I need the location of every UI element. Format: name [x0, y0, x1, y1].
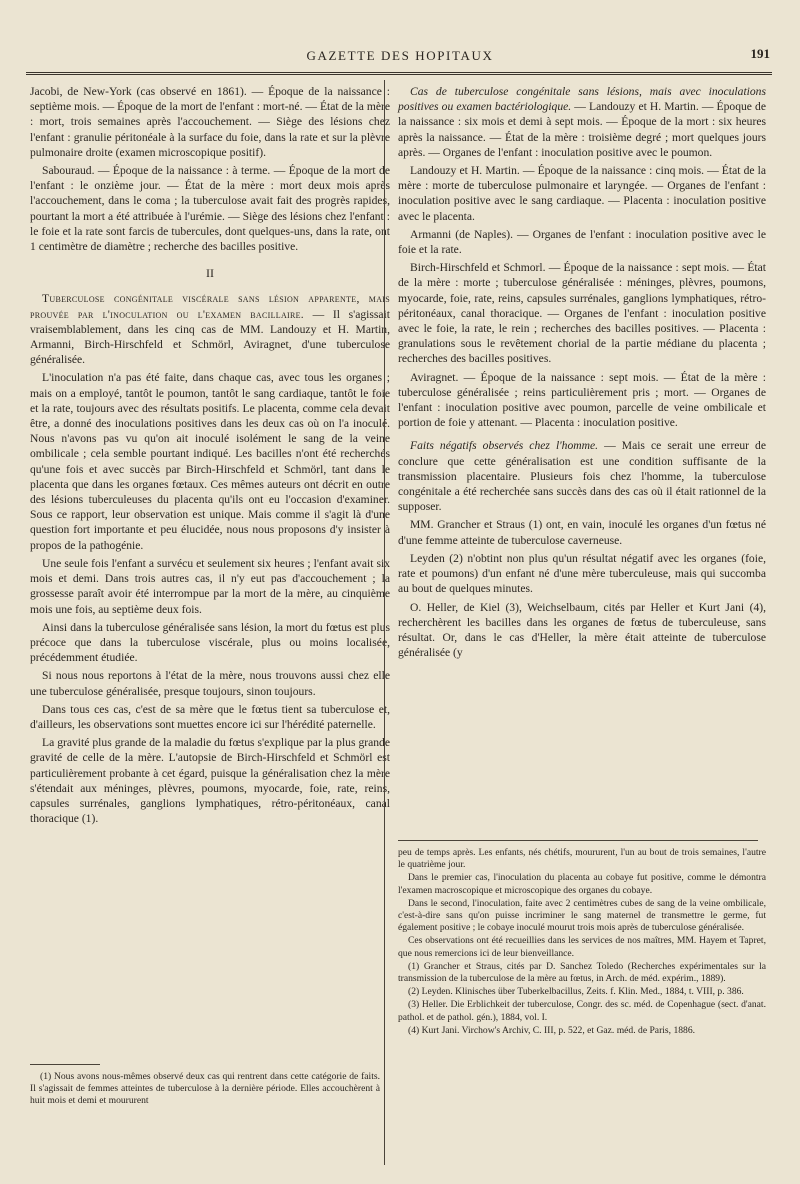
paragraph: Si nous nous reportons à l'état de la mère, nous trouvons aussi chez elle une tuberculose généralisée, presque toujours, sinon toujours. — [30, 669, 390, 698]
footnote: Dans le premier cas, l'inoculation du placenta au cobaye fut positive, comme le démontra l'examen macroscopique et microscopique des organes du cobaye. — [398, 872, 766, 896]
paragraph-text: — Landouzy et H. Martin. — Époque de la naissance : six mois et demi à sept mois. — Époque de la mort : six heures après la naissance. — État de la mère : troisième degré ; mort quelques jours après. — Organes de l'enfant : inoculation positive avec le poumon. — [398, 100, 766, 159]
paragraph: Birch-Hirschfeld et Schmorl. — Époque de la naissance : sept mois. — État de la mère : morte ; tuberculose généralisée : méninges, plèvres, poumons, myocarde, foie, rate, reins, capsules surrénales, ganglions lymphatiques, rétro-péritonéaux, canal thoracique. — Organes de l'enfant : inoculation positive avec le foie, la rate, le rein ; recherches des bacilles positives. — Placenta : granulations sous le revêtement chorial de la partie médiane du placenta ; recherches des bacilles positives. — [398, 261, 766, 366]
column-divider — [384, 80, 385, 1165]
paragraph-text: — Il s'agissait vraisemblablement, dans les cinq cas de MM. Landouzy et H. Martin, Armanni, Birch-Hirschfeld et Schmörl, Aviragnet, d'une tuberculose généralisée. — [30, 307, 390, 367]
section-number: II — [206, 266, 214, 281]
paragraph: Armanni (de Naples). — Organes de l'enfant : inoculation positive avec le foie et la rate. — [398, 227, 766, 257]
left-column — [30, 84, 390, 829]
footnote: Dans le second, l'inoculation, faite avec 2 centimètres cubes de sang de la veine ombilicale, c'est-à-dire sans qu'on puisse incriminer le sang maternel de transmettre le germe, fut également positive ; le cobaye inoculé mourut trois mois après de tuberculose généralisée. — [398, 897, 766, 934]
section-heading: Tuberculose congénitale viscérale sans lésion apparente, mais prouvée par l'inoculation ou l'examen bacillaire. — [30, 292, 390, 321]
paragraph: La gravité plus grande de la maladie du fœtus s'explique par la plus grande gravité de celle de la mère. L'autopsie de Birch-Hirschfeld et Schmörl est particulièrement probante à cet égard, puisque la généralisation chez la mère s'étendait aux méninges, plèvres, poumons, myocarde, foie, rate, reins, capsules surrénales, ganglions lymphatiques, rétro-péritonéaux, canal thoracique (1). — [30, 736, 390, 826]
left-footnotes — [30, 1054, 380, 1109]
subsection-heading: Faits négatifs observés chez l'homme. — [410, 439, 599, 453]
paragraph — [398, 438, 766, 514]
page-number: 191 — [750, 46, 770, 61]
footnote: Ces observations ont été recueillies dans les services de nos maîtres, MM. Hayem et Tapret, que nous remercions ici de leur bienveillance. — [398, 935, 766, 959]
footnote-rule — [30, 1064, 100, 1065]
header-rule — [26, 72, 772, 75]
page-header — [28, 46, 772, 70]
paragraph: MM. Grancher et Straus (1) ont, en vain, inoculé les organes d'un fœtus né d'une femme atteinte de tuberculose caverneuse. — [398, 518, 766, 547]
right-column — [398, 84, 766, 663]
paragraph: Une seule fois l'enfant a survécu et seulement six heures ; l'enfant avait six mois et demi. Dans trois autres cas, il n'y eut pas d'accouchement ; la grossesse paraît avoir été interrompue par la mort de la mère, au cinquième mois une fois, au septième deux fois. — [30, 556, 390, 616]
paragraph — [30, 291, 390, 367]
subsection-heading: Cas de tuberculose congénitale sans lésions, mais avec inoculations positives ou examen bactériologique. — [398, 85, 766, 114]
paragraph: L'inoculation n'a pas été faite, dans chaque cas, avec tous les organes ; mais on a employé, tantôt le poumon, tantôt le sang cardiaque, tantôt le foie et la rate, toujours avec des résultats positifs. Le placenta, comme cela devait être, a donné des inoculations positives dans les deux cas où on l'a inoculé. Nous n'avons pas vu qu'on ait inoculé isolément le sang de la veine ombilicale ; cela semble pourtant indiqué. Les bacilles n'ont été recherchés qu'une fois et avec succès par Birch-Hirschfeld et Schmörl, tant dans le placenta que dans les organes fœtaux. Ces mêmes auteurs ont décrit en outre des lésions tuberculeuses du placenta qu'ils ont eu l'occasion d'examiner. Sous ce rapport, leur observation est unique. Mais comme il s'agit là d'une question fort importante et peu élucidée, nous nous proposons d'y insister à propos de la pathogénie. — [30, 371, 390, 552]
paragraph: Aviragnet. — Époque de la naissance : sept mois. — État de la mère : tuberculose généralisée ; reins particulièrement pris ; mort. — Organes de l'enfant : inoculation positive avec poumon, parcelle de veine ombilicale et portion de foie y attenant. — Placenta : inoculation positive. — [398, 370, 766, 430]
footnote: peu de temps après. Les enfants, nés chétifs, moururent, l'un au bout de trois semaines, l'autre le quatrième jour. — [398, 847, 766, 871]
paragraph: O. Heller, de Kiel (3), Weichselbaum, cités par Heller et Kurt Jani (4), recherchèrent les bacilles dans les organes de fœtus de tuberculeuse, sans résultat. Or, dans le cas d'Heller, la mère était atteinte de tuberculose généralisée (y — [398, 600, 766, 660]
paragraph — [398, 84, 766, 160]
paragraph: Jacobi, de New-York (cas observé en 1861). — Époque de la naissance : septième mois. — Époque de la mort de l'enfant : mort-né. — État de la mère : mort, trois semaines après l'accouchement. — Siège des lésions chez l'enfant : granulie péritonéale à la surface du foie, dans la rate et sur la plèvre pulmonaire droite (examen microscopique positif). — [30, 85, 390, 159]
paragraph-text: — Mais ce serait une erreur de conclure que cette généralisation est une condition suffisante de la transmission placentaire. Plusieurs fois chez l'homme, la tuberculose congénitale a été recherchée sans succès dans des cas où il était rationnel de la supposer. — [398, 439, 767, 514]
running-head: GAZETTE DES HOPITAUX — [306, 48, 494, 63]
paragraph: Leyden (2) n'obtint non plus qu'un résultat négatif avec les organes (foie, rate et poumons) d'un enfant né d'une mère tuberculeuse, mais qui succomba au bout de quelques minutes. — [398, 551, 766, 596]
paragraph: Landouzy et H. Martin. — Époque de la naissance : cinq mois. — État de la mère : morte de tuberculose pulmonaire et laryngée. — Organes de l'enfant : inoculation positive avec le sang cardiaque. — Placenta : inoculation positive avec le placenta. — [398, 164, 766, 223]
footnote: (1) Nous avons nous-mêmes observé deux cas qui rentrent dans cette catégorie de faits. Il s'agissait de femmes atteintes de tuberculose à la dernière période. Elles accouchèrent à huit mois et demi et moururent — [30, 1071, 380, 1107]
footnote: (4) Kurt Jani. Virchow's Archiv, C. III, p. 522, et Gaz. méd. de Paris, 1886. — [408, 1024, 696, 1036]
right-footnotes — [398, 830, 766, 1038]
footnote: (1) Grancher et Straus, cités par D. Sanchez Toledo (Recherches expérimentales sur la transmission de la tuberculose de la mère au fœtus, in Arch. de méd. expérim., 1889). — [398, 960, 766, 985]
footnote: (3) Heller. Die Erblichkeit der tuberculose, Congr. des sc. méd. de Copenhague (sect. d'anat. pathol. et de pathol. gén.), 1884, vol. I. — [398, 999, 766, 1023]
paragraph: Sabouraud. — Époque de la naissance : à terme. — Époque de la mort de l'enfant : le onzième jour. — État de la mère : mort deux mois après l'accouchement, dans le coma ; la tuberculose avait fait des progrès rapides, pourtant la mort a été attribuée à l'urémie. — Siège des lésions chez l'enfant : le foie et la rate sont farcis de tubercules, dont quelques-uns, dans la rate, ont 1 centimètre de diamètre ; recherche des bacilles positive. — [30, 164, 390, 254]
paragraph: Ainsi dans la tuberculose généralisée sans lésion, la mort du fœtus est plus précoce que dans la tuberculose viscérale, plus ou moins localisée, précédemment étudiée. — [30, 620, 390, 665]
paragraph: Dans tous ces cas, c'est de sa mère que le fœtus tient sa tuberculose et, d'ailleurs, les observations sont muettes encore ici sur l'hérédité paternelle. — [30, 702, 390, 731]
footnote: (2) Leyden. Klinisches über Tuberkelbacillus, Zeits. f. Klin. Med., 1884, t. VIII, p. 386. — [408, 986, 744, 998]
footnote-rule — [398, 840, 758, 841]
